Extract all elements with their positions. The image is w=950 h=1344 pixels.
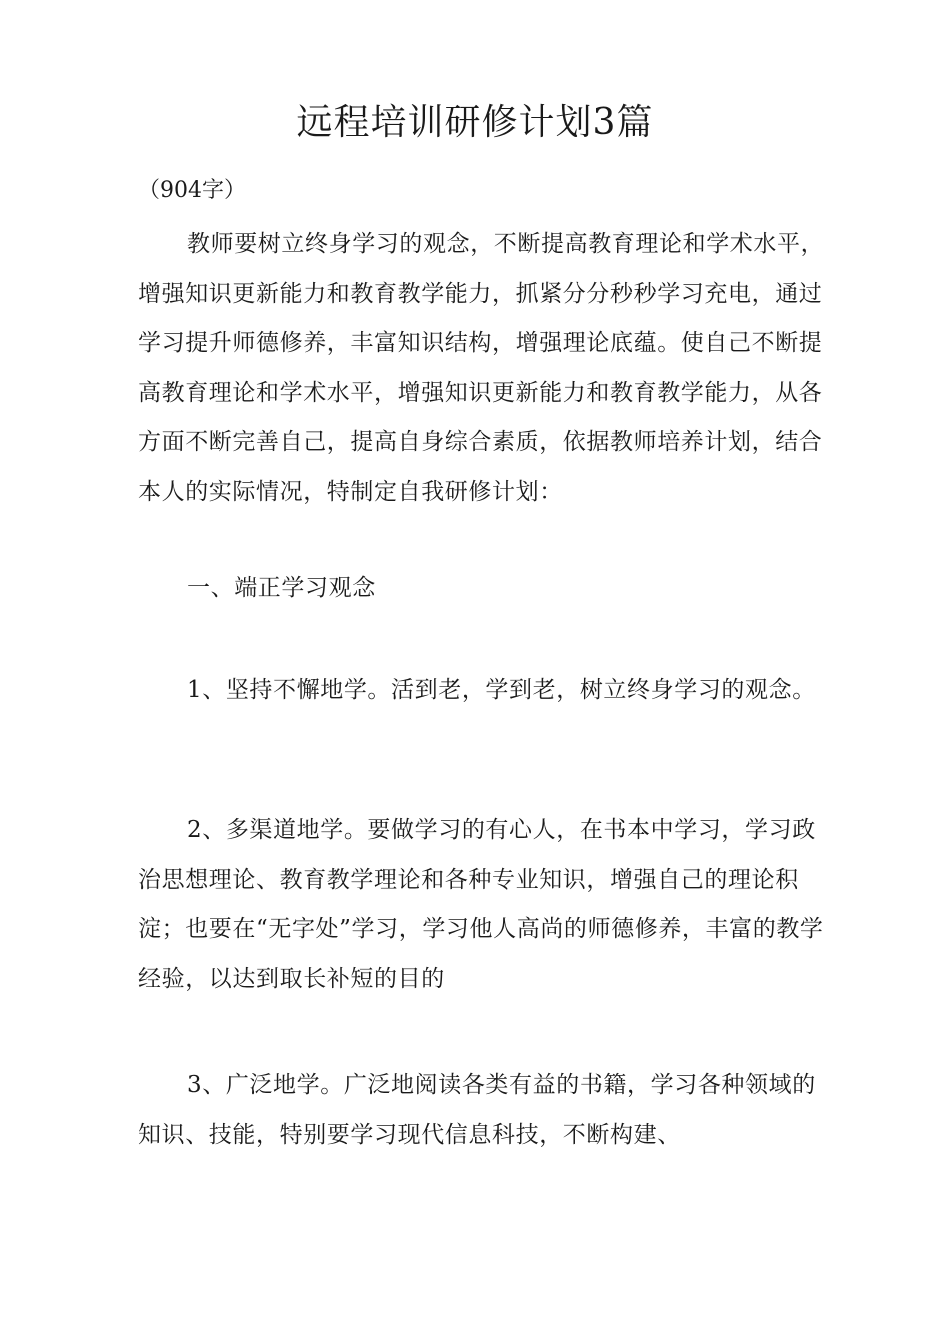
list-item-3: 3、广泛地学。广泛地阅读各类有益的书籍，学习各种领域的知识、技能，特别要学习现代信息科技，不断构建、	[138, 1072, 816, 1148]
word-count: （904字）	[138, 178, 246, 203]
list-item-1: 1、坚持不懈地学。活到老，学到老，树立终身学习的观念。	[187, 677, 816, 703]
document-title: 远程培训研修计划3篇	[296, 102, 654, 143]
intro-paragraph: 教师要树立终身学习的观念，不断提高教育理论和学术水平，增强知识更新能力和教育教学能力，抓紧分分秒秒学习充电，通过学习提升师德修养，丰富知识结构，增强理论底蕴。使自己不断提高教育理论和学术水平，增强知识更新能力和教育教学能力，从各方面不断完善自己，提高自身综合素质，依据教师培养计划，结合本人的实际情况，特制定自我研修计划：	[138, 231, 825, 505]
list-item-2: 2、多渠道地学。要做学习的有心人，在书本中学习，学习政治思想理论、教育教学理论和各种专业知识，增强自己的理论积淀；也要在“无字处”学习，学习他人高尚的师德修养，丰富的教学经验，以达到取长补短的目的	[138, 817, 824, 992]
section-heading-1: 一、端正学习观念	[187, 575, 376, 601]
